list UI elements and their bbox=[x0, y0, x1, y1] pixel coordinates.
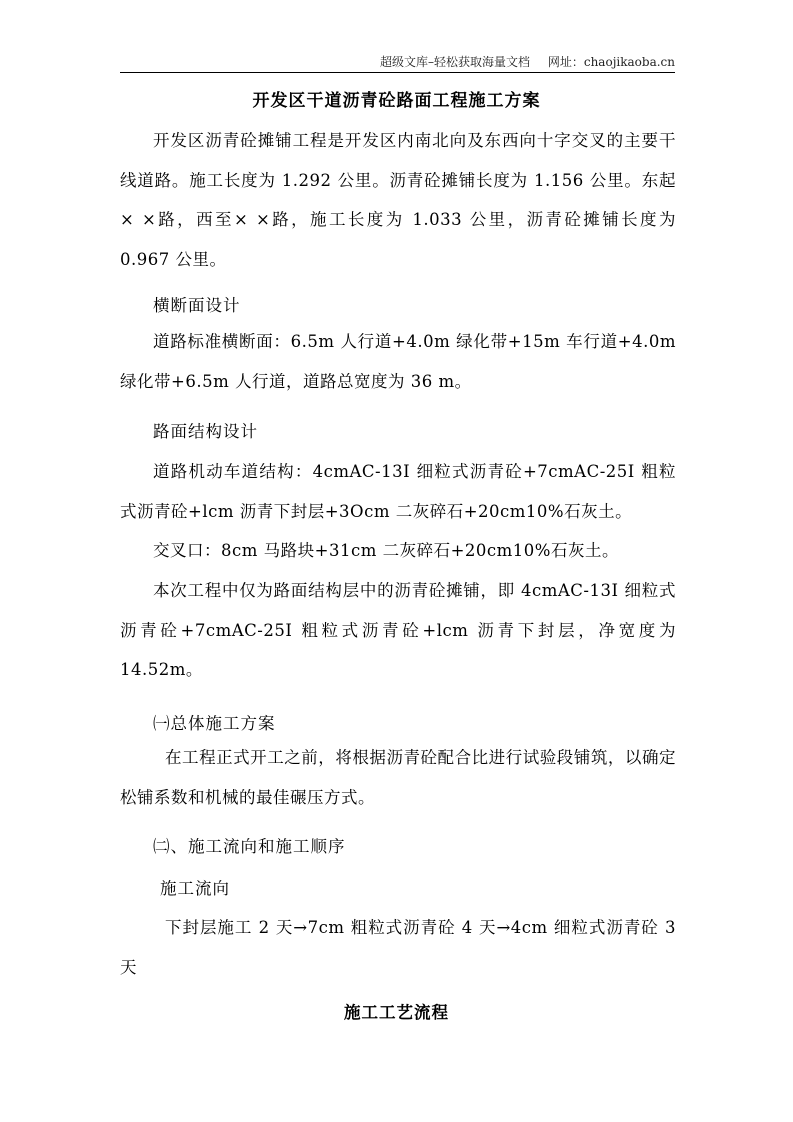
heading-overall-plan: ㈠总体施工方案 bbox=[153, 714, 276, 733]
heading-cross-section: 横断面设计 bbox=[153, 296, 241, 315]
section-title-process-flow: 施工工艺流程 bbox=[344, 1003, 449, 1022]
scope-paragraph: 本次工程中仅为路面结构层中的沥青砼摊铺，即 4cmAC-13I 细粒式沥青砼+7cmAC-25I 粗粒式沥青砼+lcm 沥青下封层，净宽度为 14.52m。 bbox=[120, 581, 676, 679]
site-url: 网址：chaojikaoba.cn bbox=[547, 55, 675, 69]
construction-direction-paragraph: 下封层施工 2 天→7cm 粗粒式沥青砼 4 天→4cm 细粒式沥青砼 3 天 bbox=[120, 918, 676, 977]
heading-construction-sequence: ㈡、施工流向和施工顺序 bbox=[153, 837, 346, 856]
overall-plan-paragraph: 在工程正式开工之前，将根据沥青砼配合比进行试验段铺筑，以确定松铺系数和机械的最佳碾压方式。 bbox=[120, 748, 676, 807]
cross-section-paragraph: 道路标准横断面：6.5m 人行道+4.0m 绿化带+15m 车行道+4.0m 绿化带+6.5m 人行道，道路总宽度为 36 m。 bbox=[120, 332, 676, 391]
pavement-structure-paragraph: 道路机动车道结构：4cmAC-13I 细粒式沥青砼+7cmAC-25I 粗粒式沥青砼+lcm 沥青下封层+3Ocm 二灰碎石+20cm10%石灰土。 bbox=[120, 462, 676, 521]
heading-pavement-structure: 路面结构设计 bbox=[153, 422, 258, 441]
site-name: 超级文库–轻松获取海量文档 bbox=[380, 55, 531, 69]
heading-construction-direction: 施工流向 bbox=[160, 879, 230, 898]
intro-paragraph: 开发区沥青砼摊铺工程是开发区内南北向及东西向十字交叉的主要干线道路。施工长度为 1.292 公里。沥青砼摊铺长度为 1.156 公里。东起× ×路，西至× ×路，施工长度为 1.033 公里，沥青砼摊铺长度为 0.967 公里。 bbox=[120, 131, 676, 269]
page-header bbox=[120, 52, 675, 73]
intersection-paragraph: 交叉口：8cm 马路块+31cm 二灰碎石+20cm10%石灰土。 bbox=[153, 541, 619, 560]
document-title: 开发区干道沥青砼路面工程施工方案 bbox=[252, 91, 541, 111]
